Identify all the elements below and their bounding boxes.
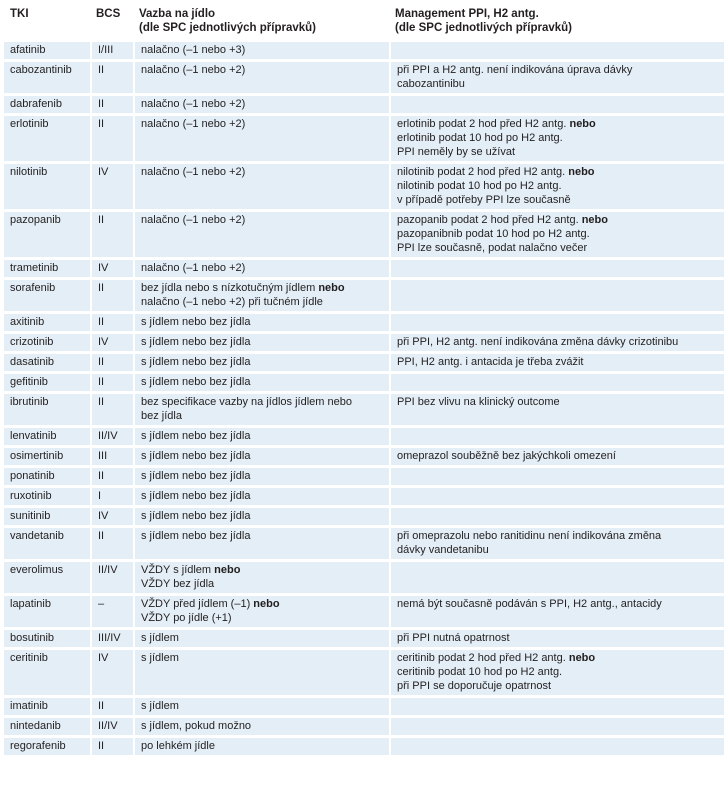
food-cell-text: s jídlem nebo bez jídla xyxy=(141,316,251,328)
management-cell xyxy=(389,354,724,371)
tki-cell: everolimus xyxy=(4,562,90,593)
food-cell xyxy=(133,488,389,505)
management-cell-text: erlotinib podat 10 hod po H2 antg. xyxy=(397,132,563,144)
food-cell xyxy=(133,374,389,391)
table-row xyxy=(4,528,724,559)
management-cell xyxy=(389,116,724,161)
tki-cell: nilotinib xyxy=(4,164,90,209)
tki-cell: lapatinib xyxy=(4,596,90,627)
bcs-cell: II xyxy=(90,62,133,93)
management-cell-emphasis: nebo xyxy=(569,118,596,130)
food-cell xyxy=(133,96,389,113)
table-row xyxy=(4,314,724,331)
management-cell-text: PPI lze současně, podat nalačno večer xyxy=(397,242,588,254)
food-cell xyxy=(133,354,389,371)
bcs-cell: III xyxy=(90,448,133,465)
table-row xyxy=(4,260,724,277)
tki-table xyxy=(4,4,724,758)
food-cell-text: s jídlem nebo bez jídla xyxy=(141,450,251,462)
table-row xyxy=(4,42,724,59)
food-cell-text: po lehkém jídle xyxy=(141,740,215,752)
food-cell xyxy=(133,260,389,277)
food-cell xyxy=(133,448,389,465)
management-cell xyxy=(389,212,724,257)
management-cell-text: PPI neměly by se užívat xyxy=(397,146,515,158)
tki-cell: sorafenib xyxy=(4,280,90,311)
management-cell xyxy=(389,334,724,351)
management-cell xyxy=(389,314,724,331)
header-food-subtitle: (dle SPC jednotlivých přípravků) xyxy=(139,22,317,34)
table-row xyxy=(4,394,724,425)
food-cell xyxy=(133,314,389,331)
table-row xyxy=(4,428,724,445)
table-row xyxy=(4,562,724,593)
tki-cell: nintedanib xyxy=(4,718,90,735)
management-cell xyxy=(389,42,724,59)
management-cell-text: při PPI nutná opatrnost xyxy=(397,632,510,644)
food-cell xyxy=(133,280,389,311)
food-cell-emphasis: nebo xyxy=(214,564,241,576)
bcs-cell: II xyxy=(90,374,133,391)
tki-cell: sunitinib xyxy=(4,508,90,525)
management-cell-text: při PPI, H2 antg. není indikována změna dávky crizotinibu xyxy=(397,336,679,348)
management-cell xyxy=(389,374,724,391)
food-cell xyxy=(133,562,389,593)
bcs-cell: II xyxy=(90,468,133,485)
management-cell xyxy=(389,428,724,445)
management-cell xyxy=(389,280,724,311)
management-cell xyxy=(389,562,724,593)
tki-cell: ruxotinib xyxy=(4,488,90,505)
tki-cell: imatinib xyxy=(4,698,90,715)
management-cell-text: při omeprazolu nebo ranitidinu není indikována změna xyxy=(397,530,662,542)
tki-cell: osimertinib xyxy=(4,448,90,465)
food-cell-text: VŽDY před jídlem (–1) xyxy=(141,598,254,610)
food-cell xyxy=(133,212,389,257)
management-cell-emphasis: nebo xyxy=(581,214,608,226)
management-cell xyxy=(389,698,724,715)
management-cell xyxy=(389,528,724,559)
food-cell-text: s jídlem xyxy=(141,700,179,712)
tki-cell: trametinib xyxy=(4,260,90,277)
food-cell-text: s jídlem nebo bez jídla xyxy=(141,470,251,482)
management-cell-text: při PPI se doporučuje opatrnost xyxy=(397,680,552,692)
food-cell-text: s jídlem, pokud možno xyxy=(141,720,252,732)
management-cell-text: cabozantinibu xyxy=(397,78,465,90)
table-row xyxy=(4,334,724,351)
bcs-cell: IV xyxy=(90,508,133,525)
tki-cell: afatinib xyxy=(4,42,90,59)
food-cell xyxy=(133,738,389,755)
management-cell-text: nilotinib podat 10 hod po H2 antg. xyxy=(397,180,562,192)
bcs-cell: IV xyxy=(90,164,133,209)
bcs-cell: IV xyxy=(90,650,133,695)
table-row xyxy=(4,630,724,647)
food-cell xyxy=(133,718,389,735)
table-row xyxy=(4,488,724,505)
food-cell-text: nalačno (–1 nebo +2) xyxy=(141,214,246,226)
food-cell xyxy=(133,528,389,559)
food-cell-text: s jídlem nebo bez jídla xyxy=(141,430,251,442)
food-cell-text: VŽDY s jídlem xyxy=(141,564,215,576)
bcs-cell: I/III xyxy=(90,42,133,59)
header-food-title: Vazba na jídlo xyxy=(139,8,216,20)
bcs-cell: II xyxy=(90,212,133,257)
tki-cell: bosutinib xyxy=(4,630,90,647)
management-cell-text: nilotinib podat 2 hod před H2 antg. xyxy=(397,166,569,178)
food-cell-text: s jídlem xyxy=(141,652,179,664)
header-bcs-label: BCS xyxy=(96,8,121,20)
food-cell xyxy=(133,62,389,93)
table-row xyxy=(4,698,724,715)
header-tki xyxy=(4,7,90,39)
food-cell-text: nalačno (–1 nebo +2) xyxy=(141,64,246,76)
bcs-cell: II xyxy=(90,116,133,161)
table-row xyxy=(4,280,724,311)
food-cell xyxy=(133,334,389,351)
tki-cell: crizotinib xyxy=(4,334,90,351)
bcs-cell: II xyxy=(90,354,133,371)
table-row xyxy=(4,508,724,525)
header-row xyxy=(4,7,724,39)
management-cell xyxy=(389,596,724,627)
management-cell xyxy=(389,738,724,755)
management-cell xyxy=(389,96,724,113)
food-cell xyxy=(133,116,389,161)
header-management-title: Management PPI, H2 antg. xyxy=(395,8,539,20)
food-cell-text: s jídlem nebo bez jídla xyxy=(141,376,251,388)
management-cell xyxy=(389,630,724,647)
bcs-cell: II xyxy=(90,280,133,311)
food-cell-text: nalačno (–1 nebo +2) xyxy=(141,118,246,130)
bcs-cell: I xyxy=(90,488,133,505)
tki-cell: vandetanib xyxy=(4,528,90,559)
tki-cell: cabozantinib xyxy=(4,62,90,93)
tki-cell: ponatinib xyxy=(4,468,90,485)
food-cell xyxy=(133,596,389,627)
food-cell xyxy=(133,698,389,715)
table-row xyxy=(4,650,724,695)
tki-cell: pazopanib xyxy=(4,212,90,257)
food-cell xyxy=(133,468,389,485)
table-row xyxy=(4,718,724,735)
bcs-cell: IV xyxy=(90,334,133,351)
table-row xyxy=(4,354,724,371)
management-cell-emphasis: nebo xyxy=(568,166,595,178)
food-cell-text: s jídlem nebo bez jídla xyxy=(141,530,251,542)
food-cell-text: VŽDY po jídle (+1) xyxy=(141,612,232,624)
tki-cell: regorafenib xyxy=(4,738,90,755)
tki-cell: gefitinib xyxy=(4,374,90,391)
header-bcs xyxy=(90,7,133,39)
bcs-cell: II xyxy=(90,528,133,559)
food-cell xyxy=(133,42,389,59)
food-cell-text: nalačno (–1 nebo +2) xyxy=(141,262,246,274)
food-cell xyxy=(133,164,389,209)
management-cell xyxy=(389,468,724,485)
management-cell xyxy=(389,394,724,425)
management-cell-text: PPI bez vlivu na klinický outcome xyxy=(397,396,560,408)
tki-cell: axitinib xyxy=(4,314,90,331)
food-cell-text: s jídlem nebo bez jídla xyxy=(141,336,251,348)
bcs-cell: II/IV xyxy=(90,428,133,445)
management-cell xyxy=(389,164,724,209)
table-row xyxy=(4,62,724,93)
bcs-cell: II/IV xyxy=(90,562,133,593)
management-cell-text: erlotinib podat 2 hod před H2 antg. xyxy=(397,118,570,130)
management-cell xyxy=(389,62,724,93)
table-row xyxy=(4,468,724,485)
food-cell xyxy=(133,428,389,445)
management-cell-text: omeprazol souběžně bez jakýchkoli omezení xyxy=(397,450,616,462)
bcs-cell: II xyxy=(90,96,133,113)
management-cell-text: dávky vandetanibu xyxy=(397,544,489,556)
management-cell xyxy=(389,448,724,465)
management-cell xyxy=(389,718,724,735)
table-row xyxy=(4,212,724,257)
food-cell xyxy=(133,650,389,695)
food-cell-text: s jídlem xyxy=(141,632,179,644)
food-cell-text: bez specifikace vazby na jídlos jídlem nebo xyxy=(141,396,352,408)
management-cell-text: při PPI a H2 antg. není indikována úprava dávky xyxy=(397,64,633,76)
table-header xyxy=(4,7,724,39)
bcs-cell: II xyxy=(90,314,133,331)
bcs-cell: II xyxy=(90,738,133,755)
management-cell xyxy=(389,488,724,505)
management-cell xyxy=(389,650,724,695)
table-row xyxy=(4,596,724,627)
food-cell-text: bez jídla nebo s nízkotučným jídlem xyxy=(141,282,319,294)
management-cell xyxy=(389,260,724,277)
header-tki-label: TKI xyxy=(10,8,29,20)
management-cell-text: v případě potřeby PPI lze současně xyxy=(397,194,571,206)
food-cell-text: nalačno (–1 nebo +3) xyxy=(141,44,246,56)
header-food xyxy=(133,7,389,39)
header-management-subtitle: (dle SPC jednotlivých přípravků) xyxy=(395,22,573,34)
food-cell-emphasis: nebo xyxy=(318,282,345,294)
food-cell xyxy=(133,508,389,525)
food-cell-text: VŽDY bez jídla xyxy=(141,578,215,590)
bcs-cell: IV xyxy=(90,260,133,277)
tki-cell: ibrutinib xyxy=(4,394,90,425)
food-cell-text: nalačno (–1 nebo +2) při tučném jídle xyxy=(141,296,323,308)
food-cell xyxy=(133,630,389,647)
management-cell-text: PPI, H2 antg. i antacida je třeba zvážit xyxy=(397,356,584,368)
management-cell-text: nemá být současně podáván s PPI, H2 antg., antacidy xyxy=(397,598,662,610)
header-management xyxy=(389,7,724,39)
table-row xyxy=(4,96,724,113)
tki-cell: lenvatinib xyxy=(4,428,90,445)
food-cell-text: s jídlem nebo bez jídla xyxy=(141,510,251,522)
food-cell xyxy=(133,394,389,425)
management-cell-emphasis: nebo xyxy=(568,652,596,664)
food-cell-text: s jídlem nebo bez jídla xyxy=(141,356,251,368)
table-row xyxy=(4,374,724,391)
table-row xyxy=(4,738,724,755)
bcs-cell: III/IV xyxy=(90,630,133,647)
food-cell-emphasis: nebo xyxy=(253,598,280,610)
tki-cell: erlotinib xyxy=(4,116,90,161)
food-cell-text: nalačno (–1 nebo +2) xyxy=(141,166,246,178)
management-cell-text: ceritinib podat 2 hod před H2 antg. xyxy=(397,652,569,664)
tki-cell: dabrafenib xyxy=(4,96,90,113)
management-cell-text: pazopanibnib podat 10 hod po H2 antg. xyxy=(397,228,590,240)
tki-cell: dasatinib xyxy=(4,354,90,371)
table-body xyxy=(4,42,724,755)
table-row xyxy=(4,448,724,465)
table-row xyxy=(4,116,724,161)
table-row xyxy=(4,164,724,209)
bcs-cell: II/IV xyxy=(90,718,133,735)
food-cell-text: bez jídla xyxy=(141,410,182,422)
management-cell-text: ceritinib podat 10 hod po H2 antg. xyxy=(397,666,563,678)
bcs-cell: – xyxy=(90,596,133,627)
food-cell-text: s jídlem nebo bez jídla xyxy=(141,490,251,502)
bcs-cell: II xyxy=(90,698,133,715)
management-cell xyxy=(389,508,724,525)
tki-cell: ceritinib xyxy=(4,650,90,695)
food-cell-text: nalačno (–1 nebo +2) xyxy=(141,98,246,110)
bcs-cell: II xyxy=(90,394,133,425)
management-cell-text: pazopanib podat 2 hod před H2 antg. xyxy=(397,214,582,226)
